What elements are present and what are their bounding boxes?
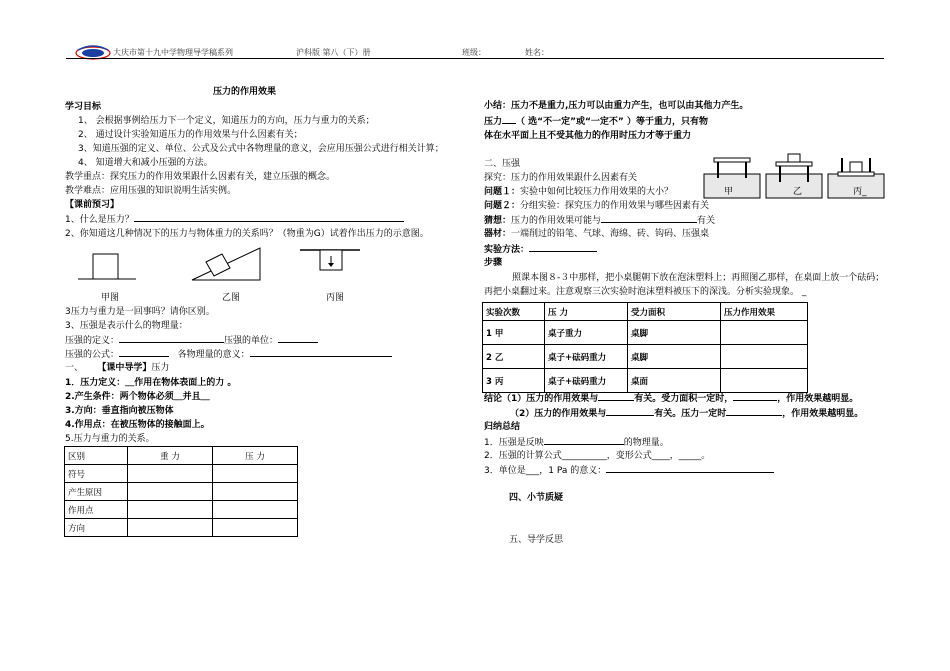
equipment-line: 器材：一端削过的铅笔、气球、海绵、砖、钩码、压强桌 [484, 229, 710, 239]
question-2: 2、你知道这几种情况下的压力与物体重力的关系吗？（物重为G）试着作出压力的示意图。 [65, 229, 429, 239]
gravity-pressure-table [64, 446, 298, 537]
question-3a: 3压力与重力是一回事吗？请你区别。 [65, 307, 215, 317]
goal-2: 2、 通过设计实验知道压力的作用效果与什么因素有关； [78, 130, 303, 140]
goals-heading: 学习目标 [65, 102, 102, 112]
goal-3: 3、知道压强的定义、单位、公式及公式中各物理量的意义，会应用压强公式进行相关计算； [78, 144, 444, 154]
table-row-label: 作用点 [65, 501, 128, 519]
figure-ceiling [300, 246, 360, 290]
table-cell: 桌脚 [628, 345, 721, 369]
header-edition: 沪科版 第八（下）册 [296, 48, 371, 57]
guide-point-3: 3.方向：垂直指向被压物体 [65, 406, 174, 416]
table-row-label: 方向 [65, 519, 128, 537]
guide-point-2: 2.产生条件：两个物体必须＿并且＿ [65, 392, 210, 402]
table-cell: 3 丙 [483, 369, 545, 393]
question-3b: 3、压强是表示什么的物理量： [65, 321, 188, 331]
table-cell-input[interactable] [128, 519, 213, 537]
explore-line: 探究：压力的作用效果跟什么因素有关 [484, 173, 638, 183]
table-cell-input[interactable] [213, 519, 298, 537]
summary-item-3: 3．单位是___，1 Pa 的意义： [484, 464, 774, 477]
table-cell: 桌子+砝码重力 [545, 345, 628, 369]
difficulty: 教学难点：应用压强的知识说明生活实例。 [65, 186, 237, 196]
summary-heading: 归纳总结 [484, 422, 521, 432]
goal-4: 4、 知道增大和减小压强的方法。 [78, 158, 213, 168]
goal-1: 1、 会根据事例给压力下一个定义，知道压力的方向，压力与重力的关系； [78, 116, 375, 126]
figure-flat-surface [78, 250, 138, 290]
problem-2: 问题２：分组实验：探究压力的作用效果与哪些因素有关 [484, 201, 710, 211]
table-header-cell: 区别 [65, 447, 128, 465]
method-line: 实验方法： [484, 243, 597, 256]
table-row [65, 465, 298, 483]
table-cell: 1 甲 [483, 321, 545, 345]
exp-fig-label-yi: 乙 [793, 187, 803, 197]
exp-fig-label-bing: 丙_ [853, 187, 867, 197]
fig-label-yi: 乙图 [222, 293, 241, 303]
table-row [483, 321, 808, 345]
table-cell-input[interactable] [128, 465, 213, 483]
pressure-definition: 压强的定义： 压强的单位： [65, 334, 318, 347]
page-title: 压力的作用效果 [213, 87, 277, 97]
table-header-cell: 受力面积 [628, 303, 721, 321]
header-class-label: 班级： [462, 48, 486, 57]
section-two-heading: 二、压强 [484, 159, 521, 169]
table-cell-input[interactable] [721, 369, 808, 393]
section-five-heading: 五、导学反思 [509, 535, 564, 545]
pressure-formula: 压强的公式： 各物理量的意义： [65, 348, 392, 361]
table-cell: 2 乙 [483, 345, 545, 369]
table-cell: 桌子+砝码重力 [545, 369, 628, 393]
table-cell: 桌面 [628, 369, 721, 393]
table-row [65, 519, 298, 537]
table-cell: 桌子重力 [545, 321, 628, 345]
table-cell-input[interactable] [213, 483, 298, 501]
fig-label-jia: 甲图 [101, 293, 120, 303]
guide-point-1: 1．压力定义：＿作用在物体表面上的力 。 [65, 378, 237, 388]
steps-text-2: 再把小桌翻过来。注意观察三次实验时泡沫塑料被压下的深浅。分析实验现象。 _ [484, 287, 807, 297]
summary-line-3: 体在水平面上且不受其他力的作用时压力才等于重力 [484, 131, 692, 141]
table-row [65, 483, 298, 501]
summary-line-2: 压力 （ 选“不一定”或“一定不” ）等于重力，只有物 [484, 117, 708, 127]
question-1: 1、什么是压力？ [65, 213, 404, 226]
header-school: 大庆市第十九中学物理导学稿系列 [113, 48, 233, 57]
table-header-cell: 压力作用效果 [721, 303, 808, 321]
header-rule [66, 58, 884, 59]
fig-label-bing: 丙图 [326, 293, 345, 303]
table-row [483, 369, 808, 393]
table-header-cell: 压 力 [545, 303, 628, 321]
table-cell-input[interactable] [213, 501, 298, 519]
table-header-cell: 重 力 [128, 447, 213, 465]
figure-incline [190, 246, 270, 290]
table-row-label: 产生原因 [65, 483, 128, 501]
steps-heading: 步骤 [484, 258, 503, 268]
conclusion-1: 结论（1）压力的作用效果与 有关。受力面积一定时， ，作用效果越明显。 [484, 394, 859, 404]
exp-fig-label-jia: 甲 [724, 187, 734, 197]
summary-line-1: 小结：压力不是重力,压力可以由重力产生，也可以由其他力产生。 [484, 101, 749, 111]
guide-point-4: 4.作用点：在被压物体的接触面上。 [65, 420, 210, 430]
table-header-row [65, 447, 298, 465]
summary-item-1: 1．压强是反映 的物理量。 [484, 438, 669, 448]
table-header-cell: 压 力 [213, 447, 298, 465]
section-four-heading: 四、小节质疑 [509, 493, 564, 503]
table-header-cell: 实验次数 [483, 303, 545, 321]
steps-text-1: 照课本图８-３中那样，把小桌腿朝下放在泡沫塑料上；再照图乙那样，在桌面上放一个砝码； [512, 273, 885, 283]
guide-heading: 一、 【课中导学】压力 [65, 363, 170, 373]
table-row [483, 345, 808, 369]
table-cell-input[interactable] [721, 321, 808, 345]
table-cell-input[interactable] [721, 345, 808, 369]
guess-line: 猜想：压力的作用效果可能与 有关 [484, 216, 716, 226]
preview-heading: 【课前预习】 [65, 200, 120, 210]
header-name-label: 姓名： [525, 48, 549, 57]
table-cell-input[interactable] [213, 465, 298, 483]
guide-point-5: 5.压力与重力的关系。 [65, 434, 155, 444]
conclusion-2: （2）压力的作用效果与 有关。压力一定时 ，作用效果越明显。 [510, 409, 864, 419]
table-cell: 桌脚 [628, 321, 721, 345]
key-point: 教学重点：探究压力的作用效果跟什么因素有关，建立压强的概念。 [65, 172, 336, 182]
problem-1: 问题１：实验中如何比较压力作用效果的大小？ [484, 187, 674, 197]
table-row [65, 501, 298, 519]
experiment-table [482, 302, 808, 393]
summary-item-2: 2．压强的计算公式__________，变形公式____，_____。 [484, 451, 711, 461]
table-cell-input[interactable] [128, 483, 213, 501]
table-row-label: 符号 [65, 465, 128, 483]
table-header-row [483, 303, 808, 321]
table-cell-input[interactable] [128, 501, 213, 519]
